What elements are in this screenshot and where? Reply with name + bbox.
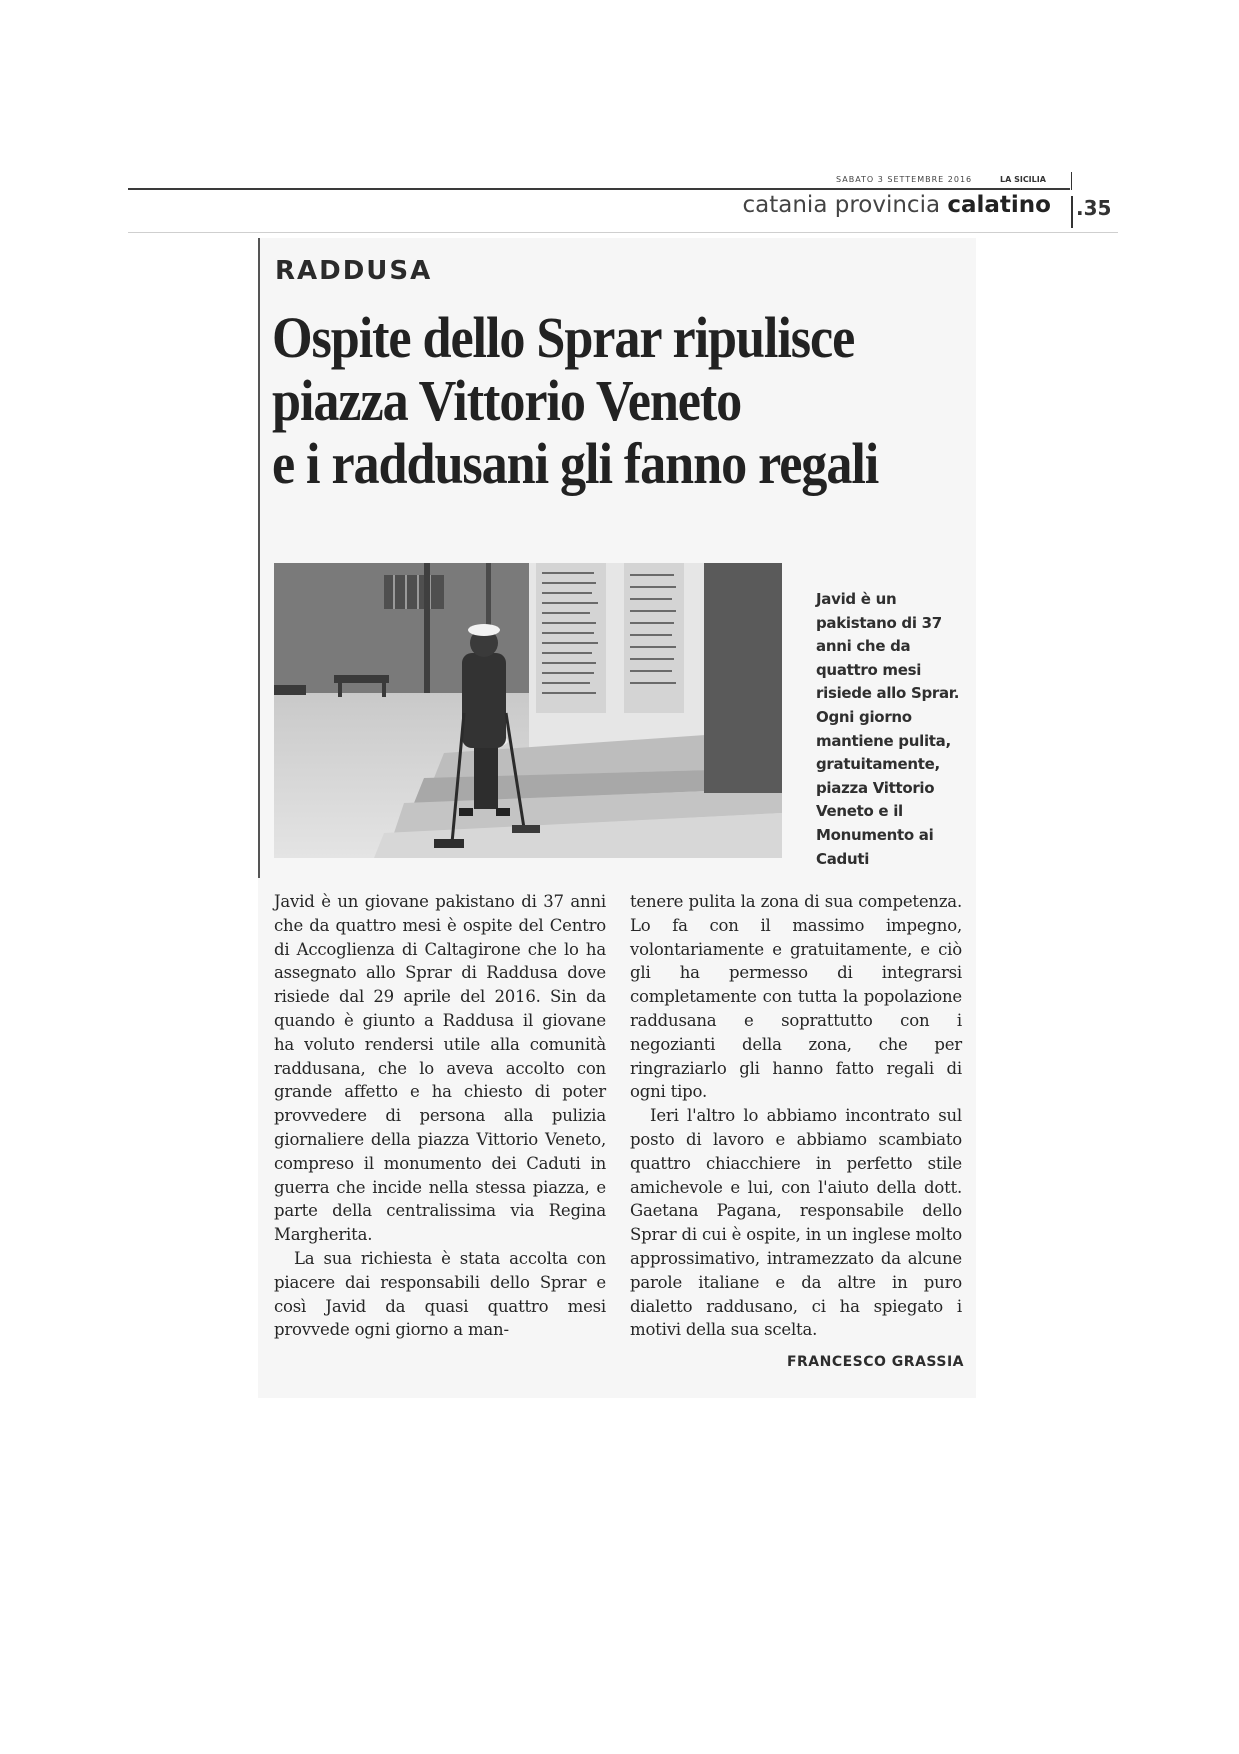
article-headline bbox=[272, 306, 902, 495]
photo-caption: Javid è un pakistano di 37 anni che da quattro mesi risiede allo Sprar. Ogni giorno mantiene pulita, gratuitamente, piazza Vittorio Veneto e il Monumento ai Caduti bbox=[816, 590, 960, 868]
section-title bbox=[743, 192, 1052, 218]
headline-line-2: piazza Vittorio Veneto bbox=[272, 368, 742, 433]
headline-line-3: e i raddusani gli fanno regali bbox=[272, 431, 879, 496]
masthead-rule bbox=[128, 188, 1070, 190]
paragraph: La sua richiesta è stata accolta con piacere dai responsabili dello Sprar e così Javid da quasi quattro mesi provvede ogni giorno a man- bbox=[274, 1248, 606, 1340]
article-column-2 bbox=[630, 890, 962, 1342]
paragraph: Javid è un giovane pakistano di 37 anni che da quattro mesi è ospite del Centro di Accoglienza di Caltagirone che lo ha assegnato allo Sprar di Raddusa dove risiede dal 29 aprile del 2016. Sin da quando è giunto a Raddusa il giovane ha voluto rendersi utile alla comunità raddusana, che lo aveva accolto con grande affetto e ha chiesto di poter provvedere di persona alla pulizia giornaliere della piazza Vittorio Veneto, compreso il monumento dei Caduti in guerra che incide nella stessa piazza, e parte della centralissima via Regina Margherita. bbox=[274, 892, 606, 1245]
headline-line-1: Ospite dello Sprar ripulisce bbox=[272, 305, 855, 370]
section-region: catania provincia bbox=[742, 192, 941, 218]
clipping-border bbox=[258, 238, 260, 878]
masthead-divider-top bbox=[1071, 172, 1072, 190]
section-rule bbox=[128, 232, 1118, 233]
section-area: calatino bbox=[947, 192, 1051, 218]
page-number: .35 bbox=[1076, 196, 1112, 220]
man-sweeping-monument-photo bbox=[274, 563, 782, 858]
article-column-1 bbox=[274, 890, 606, 1342]
newspaper-name: LA SICILIA bbox=[1000, 175, 1046, 184]
masthead-divider bbox=[1071, 196, 1073, 228]
photo-illustration bbox=[274, 563, 782, 858]
article-byline: FRANCESCO GRASSIA bbox=[786, 1354, 964, 1370]
issue-date: SABATO 3 SETTEMBRE 2016 bbox=[836, 175, 973, 184]
article-kicker: RADDUSA bbox=[275, 256, 433, 286]
paragraph: tenere pulita la zona di sua competenza. Lo fa con il massimo impegno, volontariamente e gratuitamente, e ciò gli ha permesso di integrarsi completamente con tutta la popolazione raddusana e soprattutto con i negozianti della zona, che per ringraziarlo gli hanno fatto regali di ogni tipo. bbox=[630, 892, 962, 1102]
paragraph: Ieri l'altro lo abbiamo incontrato sul posto di lavoro e abbiamo scambiato quattro chiacchiere in perfetto stile amichevole e lui, con l'aiuto della dott. Gaetana Pagana, responsabile dello Sprar di cui è ospite, in un inglese molto approssimativo, intramezzato da alcune parole italiane e da altre in puro dialetto raddusano, ci ha spiegato i motivi della sua scelta. bbox=[630, 1106, 962, 1340]
